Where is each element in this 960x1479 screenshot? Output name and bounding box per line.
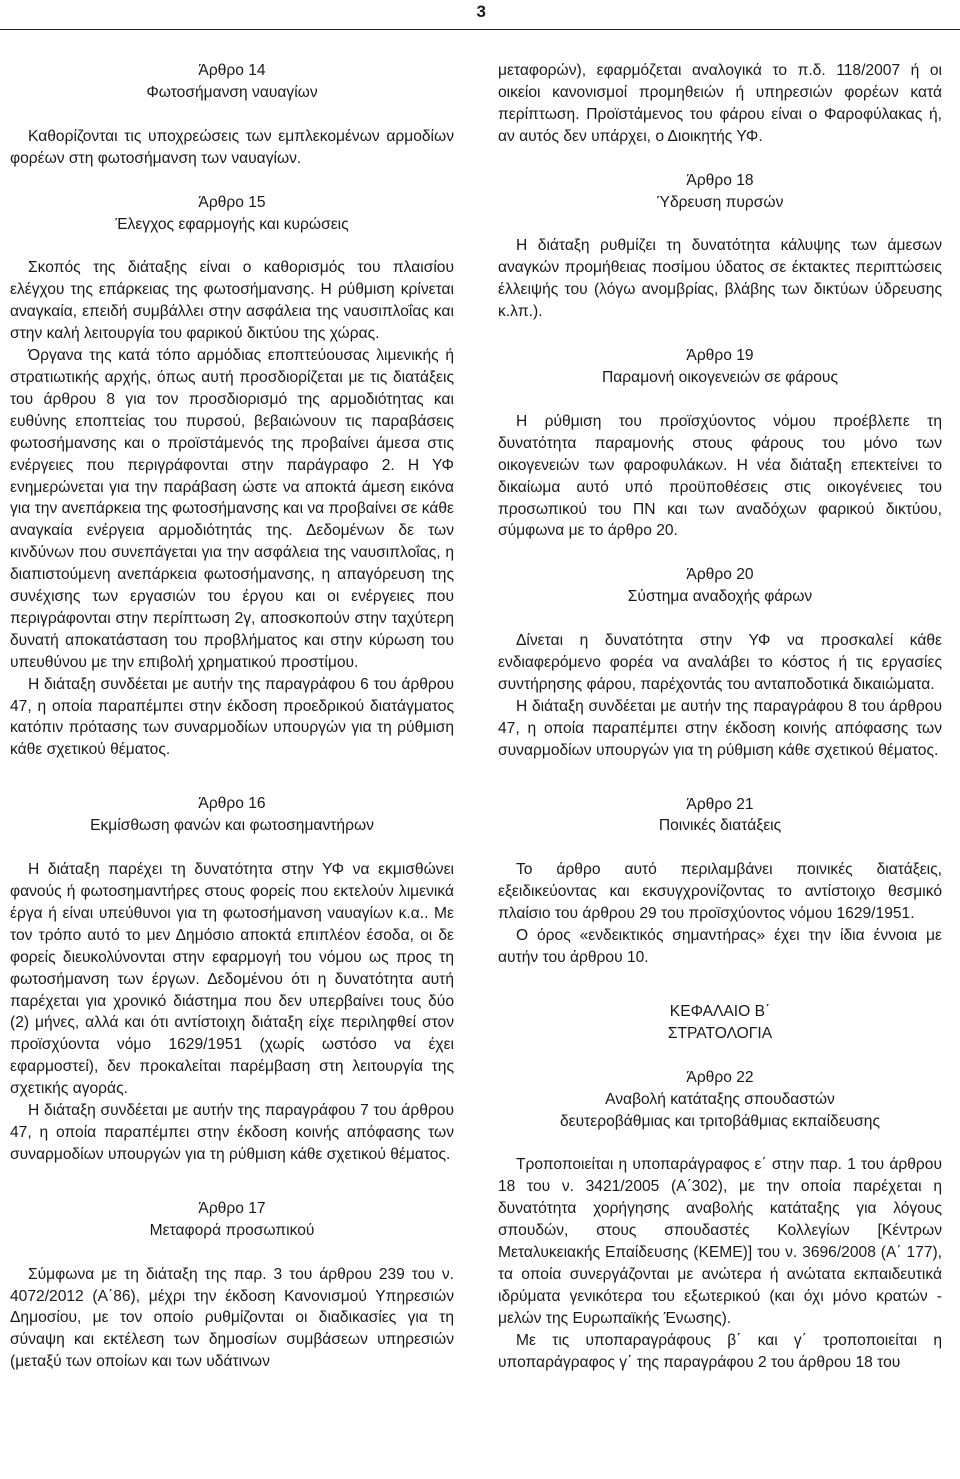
article-number: Άρθρο 20 (686, 566, 754, 584)
article-number: Άρθρο 18 (686, 171, 754, 189)
paragraph-continued: μεταφορών), εφαρμόζεται αναλογικά το π.δ. 118/2007 ή οι οικείοι κανονισμοί προμηθειών ή υπηρεσιών φορέων κατά περίπτωση. Προϊστάμενος του φάρου είναι ο Φαροφύλακας ή, αν αυτός δεν υπάρχει, ο Διοικητής ΥΦ. (498, 62, 942, 145)
article-number: Άρθρο 21 (686, 795, 754, 813)
paragraph: Η διάταξη συνδέεται με αυτήν της παραγράφου 8 του άρθρου 47, η οποία παραπέμπει στην έκδοση κοινής απόφασης των συναρμοδίων υπουργών για τη ρύθμιση κάθε σχετικού θέματος. (498, 697, 942, 759)
paragraph: Η διάταξη παρέχει τη δυνατότητα στην ΥΦ να εκμισθώνει φανούς ή φωτοσημαντήρες στους φορείς που εκτελούν λιμενικά έργα ή είναι υπεύθυνοι για τη φωτοσήμανση ναυαγίων κ.α.. Με τον τρόπο αυτό το μεν Δημόσιο αποκτά επιπλέον έσοδα, οι δε φορείς διευκολύνονται στην εφαρμογή του νόμου ως προς τη φωτοσήμανση των έργων. Δεδομένου ότι η δυνατότητα αυτή παρέχεται για χρονικό διάστημα που δεν υπερβαίνει τους δύο (2) μήνες, αλλά και ότι αντίστοιχη διάταξη είχε περιληφθεί στον προϊσχύοντα νόμο 1629/1951 (χωρίς ωστόσο να έχει εφαρμοστεί), δεν προκαλείται παρέμβαση στη λειτουργία της σχετικής αγοράς. (10, 861, 454, 1098)
chapter-title: ΣΤΡΑΤΟΛΟΓΙΑ (667, 1024, 773, 1042)
page-number: 3 (476, 2, 486, 21)
article-title: Φωτοσήμανση ναυαγίων (146, 83, 318, 101)
article-number: Άρθρο 14 (198, 62, 266, 79)
article-number: Άρθρο 22 (686, 1068, 754, 1086)
article-title: Παραμονή οικογενειών σε φάρους (602, 368, 838, 386)
paragraph: Τροποποιείται η υποπαράγραφος ε΄ στην παρ. 1 του άρθρου 18 του ν. 3421/2005 (Α΄302), με την οποία παρέχεται η δυνατότητα χορήγησης αναβολής κατάταξης για λόγους σπουδών, στους σπουδαστές Κολλεγίων [Κέντρων Μεταλυκειακής Επαίδευσης (ΚΕΜΕ)] του ν. 3696/2008 (Α΄ 177), τα οποία συνεργάζονται με ανώτερα ή ανώτατα εκπαιδευτικά ιδρύματα γενικότερα του εξωτερικού (και όχι μόνο κρατών - μελών της Ευρωπαϊκής Ένωσης). (498, 1156, 942, 1327)
paragraph: Ο όρος «ενδεικτικός σημαντήρας» έχει την ίδια έννοια με αυτήν του άρθρου 10. (498, 927, 942, 966)
paragraph: Δίνεται η δυνατότητα στην ΥΦ να προσκαλεί κάθε ενδιαφερόμενο φορέα να αναλάβει το κόστος ή τις εργασίες συντήρησης φάρου, παρέχοντάς του ανταποδοτικά δικαιώματα. (498, 632, 942, 693)
paragraph: Η ρύθμιση του προϊσχύοντος νόμου προέβλεπε τη δυνατότητα παραμονής στους φάρους του μόνο των οικογενειών των φαροφυλάκων. Η νέα διάταξη επεκτείνει το δικαίωμα αυτό υπό προϋποθέσεις στις οικογένειες του προσωπικού του ΠΝ και των αναδόχων φαρικού δικτύου, σύμφωνα με το άρθρο 20. (498, 412, 942, 540)
paragraph: Η διάταξη συνδέεται με αυτήν της παραγράφου 7 του άρθρου 47, η οποία παραπέμπει στην έκδοση κοινής απόφασης των συναρμοδίων υπουργών για τη ρύθμιση κάθε σχετικού θέματος. (10, 1102, 454, 1163)
article-number: Άρθρο 17 (198, 1199, 266, 1217)
article-number: Άρθρο 15 (198, 193, 266, 211)
article-title: Εκμίσθωση φανών και φωτοσημαντήρων (90, 817, 374, 835)
paragraph: Όργανα της κατά τόπο αρμόδιας εποπτεύουσας λιμενικής ή στρατιωτικής αρχής, όπως αυτή προσδιορίζεται με τις διατάξεις του άρθρου 8 για τον προσδιορισμό της αρμοδιότητας και ευθύνης εποπτείας του πυρσού, βεβαιώνουν τις παραβάσεις φωτοσήμανσης και ο προϊστάμενός της προβαίνει άμεσα στις ενέργειες που περιγράφονται στην παράγραφο 2. Η ΥΦ ενημερώνεται για την παράβαση ώστε να αποκτά άμεση εικόνα για την ανεπάρκεια της φωτοσήμανσης και να προβαίνει σε κάθε αναγκαία ενέργεια αρμοδιότητάς της. Δεδομένων δε των κινδύνων που συνεπάγεται για την ασφάλεια της ναυσιπλοΐας, η διαπιστούμενη ανεπάρκεια φωτοσήμανσης, η απαγόρευση της συνέχισης των εργασιών του έργου και οι ενέργειες που περιγράφονται στην περίπτωση 2γ, αποσκοπούν στην ταχύτερη δυνατή αποκατάσταση του προβλήματος και στην κύρωση του υπευθύνου με την επιβολή χρηματικού προστίμου. (10, 347, 454, 671)
header-rule (0, 29, 960, 30)
article-title: Μεταφορά προσωπικού (149, 1221, 315, 1239)
article-title: Σύστημα αναδοχής φάρων (627, 588, 813, 606)
paragraph: Η διάταξη ρυθμίζει τη δυνατότητα κάλυψης των άμεσων αναγκών προμήθειας ποσίμου ύδατος σε έκτακτες περιπτώσεις έλλειψής του (λόγω ανομβρίας, βλάβης των δικτύων ύδρευσης κ.λπ.). (498, 237, 942, 321)
paragraph: Με τις υποπαραγράφους β΄ και γ΄ τροποποιείται η υποπαράγραφος γ΄ της παραγράφου 2 του άρθρου 18 του (498, 1331, 942, 1371)
article-title-line-2: δευτεροβάθμιας και τριτοβάθμιας εκπαίδευσης (559, 1112, 880, 1130)
article-number: Άρθρο 16 (198, 795, 266, 813)
paragraph: Σύμφωνα με τη διάταξη της παρ. 3 του άρθρου 239 του ν. 4072/2012 (Α΄86), μέχρι την έκδοση Κανονισμού Υπηρεσιών Δημοσίου, με τον οποίο ρυθμίζονται οι διαδικασίες για τη σύναψη και εκτέλεση των δημοσίων συμβάσεων υπηρεσιών (μεταξύ των οποίων και των υδάτινων (10, 1265, 454, 1371)
paragraph: Το άρθρο αυτό περιλαμβάνει ποινικές διατάξεις, εξειδικεύοντας και εκσυγχρονίζοντας το αντίστοιχο θεσμικό πλαίσιο του άρθρου 29 του προϊσχύοντος νόμου 1629/1951. (498, 861, 942, 923)
chapter-label: ΚΕΦΑΛΑΙΟ Β΄ (669, 1002, 771, 1020)
article-title: Έλεγχος εφαρμογής και κυρώσεις (115, 215, 349, 233)
paragraph: Σκοπός της διάταξης είναι ο καθορισμός του πλαισίου ελέγχου της επάρκειας της φωτοσήμανσης. Η ρύθμιση κρίνεται αναγκαία, επειδή συμβάλλει στην ασφάλεια της ναυσιπλοΐας και στην καλή λειτουργία του φαρικού δικτύου της χώρας. (10, 259, 454, 343)
left-column (10, 60, 454, 1373)
article-title: Ύδρευση πυρσών (656, 193, 784, 211)
article-title: Ποινικές διατάξεις (658, 817, 782, 835)
paragraph: Η διάταξη συνδέεται με αυτήν της παραγράφου 6 του άρθρου 47, η οποία παραπέμπει στην έκδοση προεδρικού διατάγματος κατόπιν πρότασης των συναρμοδίων υπουργών για τη ρύθμιση κάθε σχετικού θέματος. (10, 675, 454, 759)
article-title: Αναβολή κατάταξης σπουδαστών (605, 1090, 835, 1108)
article-number: Άρθρο 19 (686, 347, 754, 365)
right-column (498, 60, 942, 1374)
paragraph: Καθορίζονται τις υποχρεώσεις των εμπλεκομένων αρμοδίων φορέων στη φωτοσήμανση των ναυαγίων. (10, 127, 454, 167)
